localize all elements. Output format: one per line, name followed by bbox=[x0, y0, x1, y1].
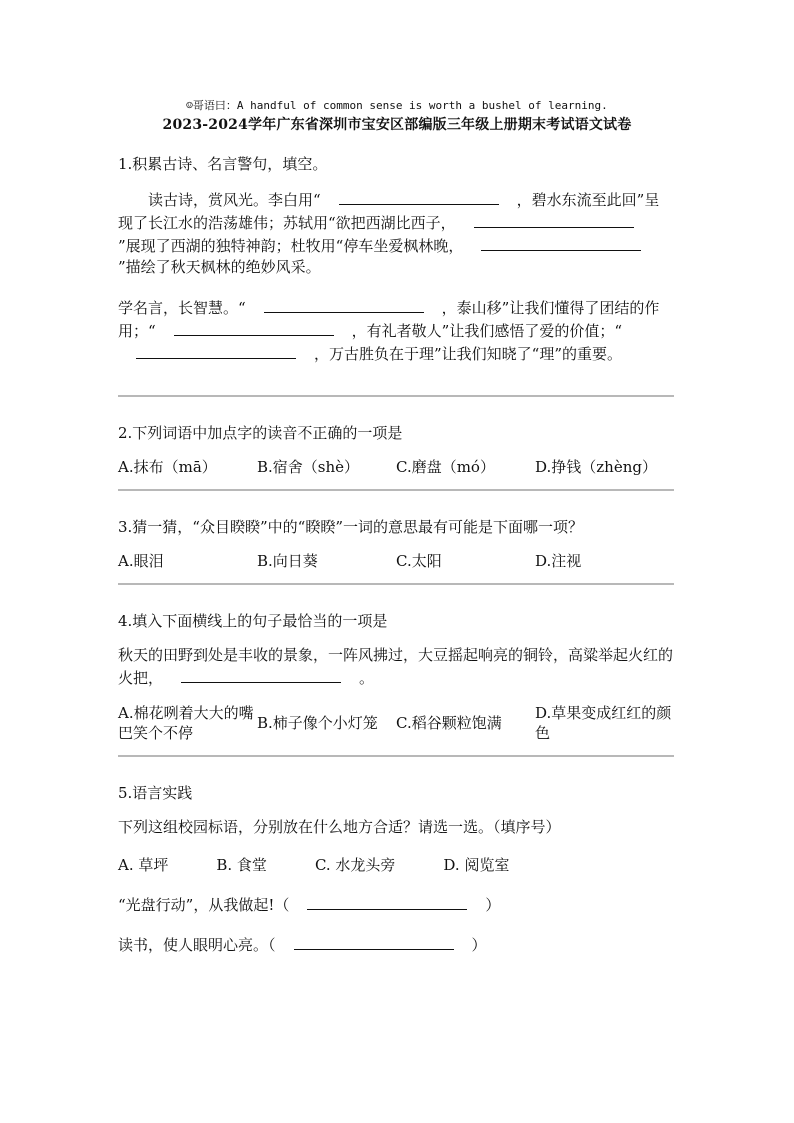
fill-blank[interactable] bbox=[181, 666, 341, 683]
text: ，有礼者敬人”让我们感悟了爱的价值；“ bbox=[351, 322, 623, 340]
option-d[interactable]: D.挣钱（zhèng） bbox=[535, 458, 657, 476]
fill-blank[interactable] bbox=[339, 188, 499, 205]
option-b[interactable]: B. 食堂 bbox=[216, 856, 267, 874]
fill-blank[interactable] bbox=[174, 319, 334, 336]
question-intro: 下列这组校园标语，分别放在什么地方合适？请选一选。（填序号） bbox=[118, 818, 561, 836]
option-c[interactable]: C.稻谷颗粒饱满 bbox=[396, 714, 502, 732]
text: ，万古胜负在于理”让我们知晓了“理”的重要。 bbox=[314, 345, 623, 363]
page-title: 2023-2024学年广东省深圳市宝安区部编版三年级上册期末考试语文试卷 bbox=[162, 117, 632, 133]
option-a[interactable]: A.眼泪 bbox=[118, 552, 164, 570]
question-heading: 5.语言实践 bbox=[118, 784, 193, 802]
question-heading: 2.下列词语中加点字的读音不正确的一项是 bbox=[118, 424, 403, 442]
option-c[interactable]: C.磨盘（mó） bbox=[396, 458, 495, 476]
fill-blank[interactable] bbox=[264, 296, 424, 313]
question-5 bbox=[118, 781, 674, 983]
fill-blank[interactable] bbox=[474, 211, 634, 228]
options-row bbox=[118, 457, 674, 477]
text: ”描绘了秋天枫林的绝妙风采。 bbox=[118, 258, 321, 276]
question-2 bbox=[118, 421, 674, 513]
text: ，泰山移”让我们懂得了团结的作用；“ bbox=[118, 299, 660, 340]
option-c[interactable]: C.太阳 bbox=[396, 552, 442, 570]
options-row bbox=[118, 855, 674, 875]
text: ，碧水东流至此回”呈现了长江水的浩荡雄伟；苏轼用“欲把西湖比西子， bbox=[118, 191, 660, 232]
fill-blank[interactable] bbox=[136, 342, 296, 359]
options-row bbox=[118, 703, 674, 743]
fill-blank[interactable] bbox=[294, 933, 454, 950]
text: 。 bbox=[359, 669, 375, 687]
fill-blank[interactable] bbox=[307, 893, 467, 910]
poem-paragraph bbox=[118, 188, 674, 278]
option-d[interactable]: D.草果变成红红的颜色 bbox=[535, 704, 672, 742]
quote-paragraph bbox=[118, 296, 674, 365]
text: ） bbox=[485, 896, 501, 914]
divider bbox=[118, 583, 674, 585]
question-heading: 4.填入下面横线上的句子最恰当的一项是 bbox=[118, 612, 388, 630]
question-heading: 3.猜一猜，“众目睽睽”中的“睽睽”一词的意思最有可能是下面哪一项？ bbox=[118, 518, 583, 536]
question-stem bbox=[118, 645, 674, 689]
divider bbox=[118, 395, 674, 397]
text: 读书，使人眼明心亮。（ bbox=[118, 936, 276, 954]
slogan-line bbox=[118, 893, 674, 915]
option-a[interactable]: A.棉花咧着大大的嘴巴笑个不停 bbox=[118, 704, 254, 742]
question-heading: 1.积累古诗、名言警句，填空。 bbox=[118, 155, 328, 173]
divider bbox=[118, 755, 674, 757]
question-4 bbox=[118, 609, 674, 779]
option-a[interactable]: A.抹布（mā） bbox=[118, 458, 217, 476]
slogan-line bbox=[118, 933, 674, 955]
text: 读古诗，赏风光。李白用“ bbox=[148, 191, 321, 209]
text: “光盘行动”，从我做起!（ bbox=[118, 896, 290, 914]
motto: ☺哥语曰：A handful of common sense is worth a bushel of learning. bbox=[186, 99, 608, 112]
divider bbox=[118, 489, 674, 491]
option-d[interactable]: D.注视 bbox=[535, 552, 582, 570]
exam-content bbox=[118, 150, 674, 983]
option-a[interactable]: A. 草坪 bbox=[118, 856, 169, 874]
text: 秋天的田野到处是丰收的景象，一阵风拂过，大豆摇起响亮的铜铃，高粱举起火红的火把， bbox=[118, 646, 674, 687]
option-c[interactable]: C. 水龙头旁 bbox=[314, 856, 396, 874]
text: ”展现了西湖的独特神韵；杜牧用“停车坐爱枫林晚， bbox=[118, 237, 464, 255]
fill-blank[interactable] bbox=[481, 234, 641, 251]
option-b[interactable]: B.柿子像个小灯笼 bbox=[257, 714, 378, 732]
text: 学名言，长智慧。“ bbox=[118, 299, 246, 317]
question-1 bbox=[118, 152, 674, 419]
options-row bbox=[118, 551, 674, 571]
option-d[interactable]: D. 阅览室 bbox=[443, 856, 510, 874]
question-3 bbox=[118, 515, 674, 607]
text: ） bbox=[471, 936, 487, 954]
option-b[interactable]: B.向日葵 bbox=[257, 552, 318, 570]
option-b[interactable]: B.宿舍（shè） bbox=[257, 458, 360, 476]
